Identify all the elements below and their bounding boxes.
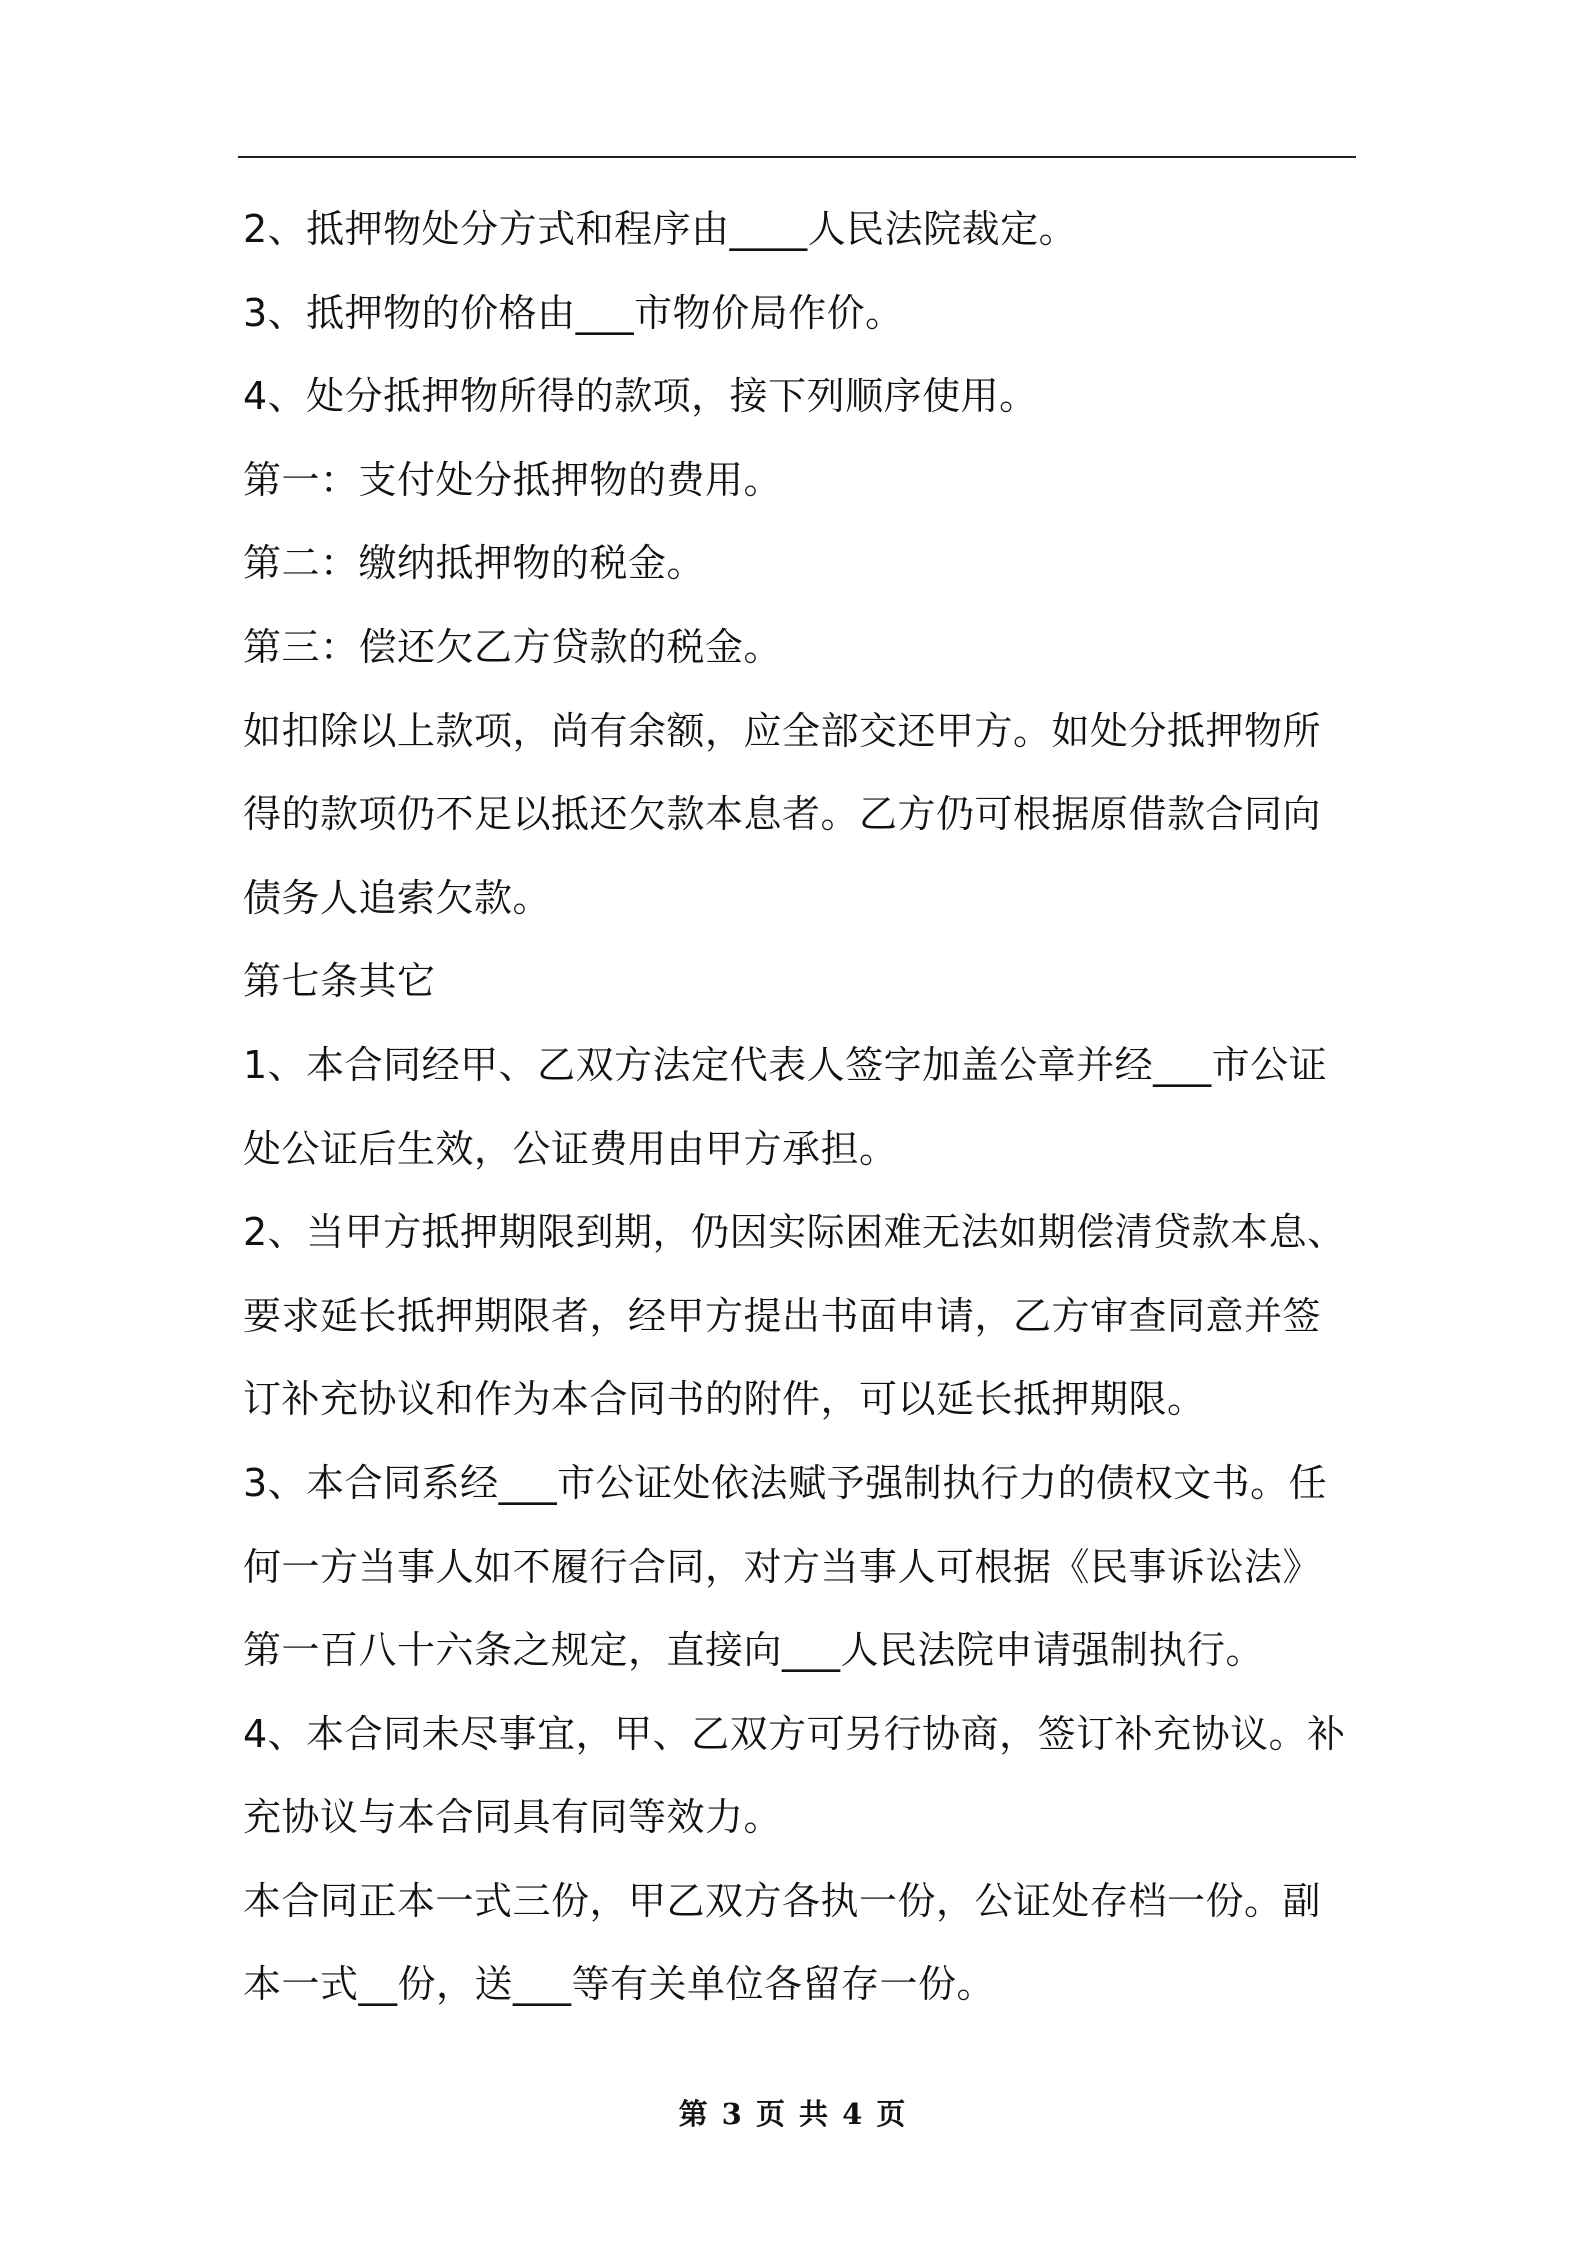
paragraph-article-7-item-2: 2、当甲方抵押期限到期，仍因实际困难无法如期偿清贷款本息、要求延长抵押期限者，经甲方提出书面申请，乙方审查同意并签订补充协议和作为本合同书的附件，可以延长抵押期限。	[243, 1210, 1346, 1422]
paragraph-copies: 本合同正本一式三份，甲乙双方各执一份，公证处存档一份。副本一式__份，送___等有关单位各留存一份。	[243, 1878, 1322, 2007]
paragraph-clause-3: 3、抵押物的价格由___市物价局作价。	[243, 290, 904, 335]
paragraph-clause-4: 4、处分抵押物所得的款项，接下列顺序使用。	[243, 374, 1038, 419]
paragraph-remainder: 如扣除以上款项，尚有余额，应全部交还甲方。如处分抵押物所得的款项仍不足以抵还欠款本息者。乙方仍可根据原借款合同向债务人追索欠款。	[243, 708, 1322, 920]
paragraph-article-7-item-1: 1、本合同经甲、乙双方法定代表人签字加盖公章并经___市公证处公证后生效，公证费用由甲方承担。	[243, 1042, 1328, 1171]
paragraph-article-7-item-4: 4、本合同未尽事宜，甲、乙双方可另行协商，签订补充协议。补充协议与本合同具有同等效力。	[243, 1711, 1346, 1840]
paragraph-order-first: 第一：支付处分抵押物的费用。	[243, 457, 783, 502]
paragraph-article-7-item-3: 3、本合同系经___市公证处依法赋予强制执行力的债权文书。任何一方当事人如不履行合同，对方当事人可根据《民事诉讼法》第一百八十六条之规定，直接向___人民法院申请强制执行。	[243, 1460, 1328, 1673]
section-heading-article-7: 第七条其它	[243, 959, 436, 1004]
header-rule	[238, 156, 1356, 158]
paragraph-order-third: 第三：偿还欠乙方贷款的税金。	[243, 624, 783, 669]
page-number: 第 3 页 共 4 页	[678, 2097, 908, 2131]
paragraph-order-second: 第二：缴纳抵押物的税金。	[243, 541, 706, 586]
document-body	[243, 188, 1356, 2027]
paragraph-clause-2: 2、抵押物处分方式和程序由____人民法院裁定。	[243, 207, 1078, 251]
